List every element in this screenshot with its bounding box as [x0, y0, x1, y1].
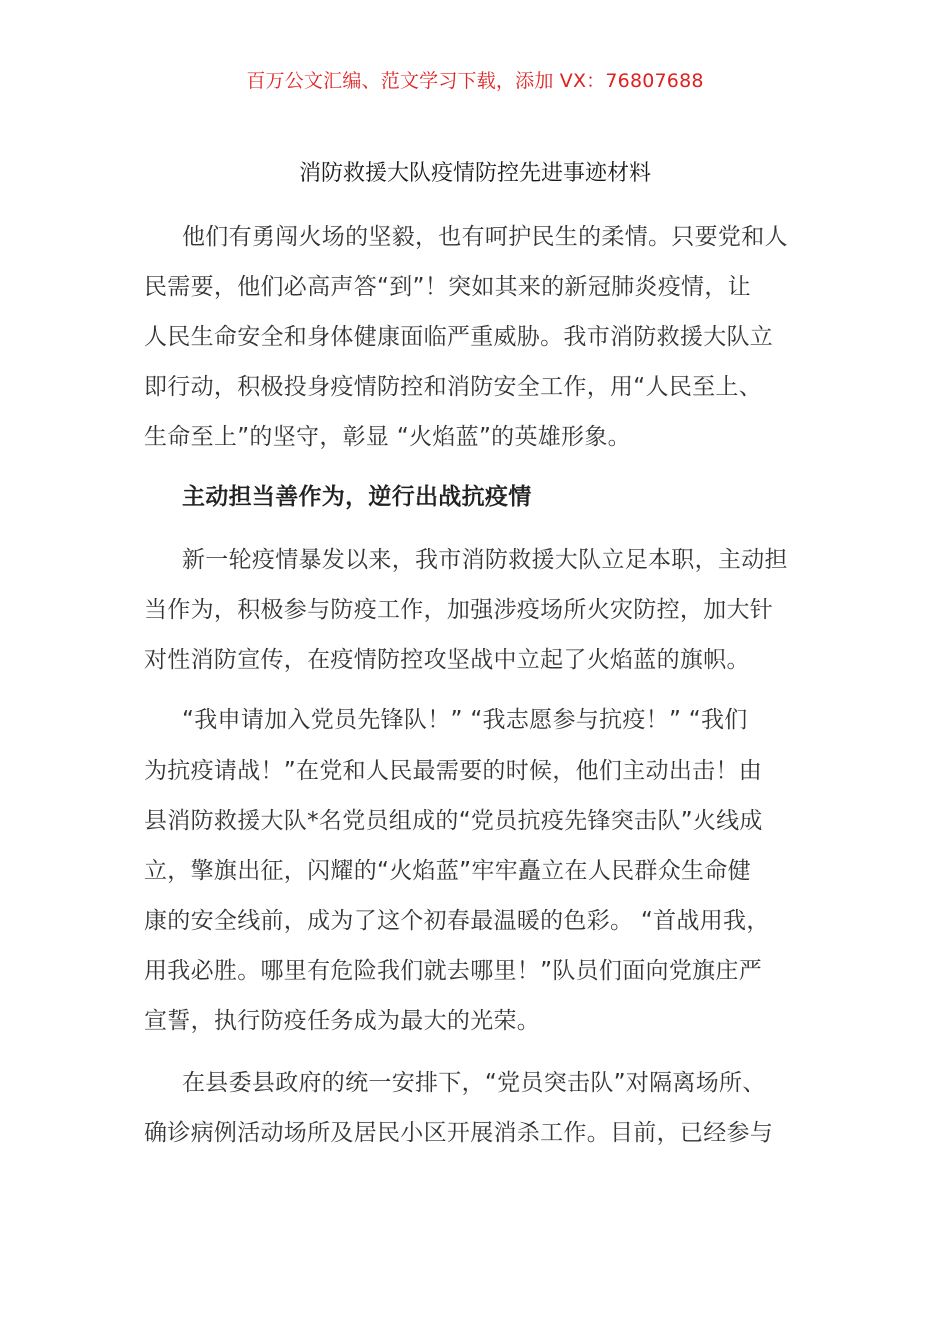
paragraph-3-line-2: 为抗疫请战！”在党和人民最需要的时候，他们主动出击！由	[144, 758, 763, 784]
paragraph-1-line-2: 民需要，他们必高声答“到”！突如其来的新冠肺炎疫情，让	[144, 274, 751, 300]
paragraph-3-line-6: 用我必胜。哪里有危险我们就去哪里！”队员们面向党旗庄严	[144, 958, 763, 984]
paragraph-3-line-4: 立，擎旗出征，闪耀的“火焰蓝”牢牢矗立在人民群众生命健	[144, 858, 751, 884]
section-heading: 主动担当善作为，逆行出战抗疫情	[182, 484, 532, 510]
paragraph-1-line-1: 他们有勇闯火场的坚毅，也有呵护民生的柔情。只要党和人	[182, 224, 788, 250]
watermark-banner: 百万公文汇编、范文学习下载，添加 VX：76807688	[246, 70, 704, 92]
paragraph-3-line-7: 宣誓，执行防疫任务成为最大的光荣。	[144, 1008, 541, 1034]
paragraph-2-line-3: 对性消防宣传，在疫情防控攻坚战中立起了火焰蓝的旗帜。	[144, 647, 750, 673]
paragraph-3-line-3: 县消防救援大队*名党员组成的“党员抗疫先锋突击队”火线成	[144, 808, 763, 834]
paragraph-4-line-1: 在县委县政府的统一安排下，“党员突击队”对隔离场所、	[182, 1070, 766, 1096]
paragraph-4-line-2: 确诊病例活动场所及居民小区开展消杀工作。目前，已经参与	[144, 1120, 774, 1146]
paragraph-2-line-2: 当作为，积极参与防疫工作，加强涉疫场所火灾防控，加大针	[144, 597, 774, 623]
paragraph-1-line-5: 生命至上”的坚守，彰显 “火焰蓝”的英雄形象。	[144, 424, 631, 450]
paragraph-3-line-1: “我申请加入党员先锋队！” “我志愿参与抗疫！” “我们	[182, 707, 748, 733]
paragraph-2-line-1: 新一轮疫情暴发以来，我市消防救援大队立足本职，主动担	[182, 547, 788, 573]
paragraph-3-line-5: 康的安全线前，成为了这个初春最温暖的色彩。 “首战用我，	[144, 908, 770, 934]
paragraph-1-line-4: 即行动，积极投身疫情防控和消防安全工作，用“人民至上、	[144, 374, 763, 400]
paragraph-1-line-3: 人民生命安全和身体健康面临严重威胁。我市消防救援大队立	[144, 324, 774, 350]
document-title: 消防救援大队疫情防控先进事迹材料	[298, 161, 651, 186]
